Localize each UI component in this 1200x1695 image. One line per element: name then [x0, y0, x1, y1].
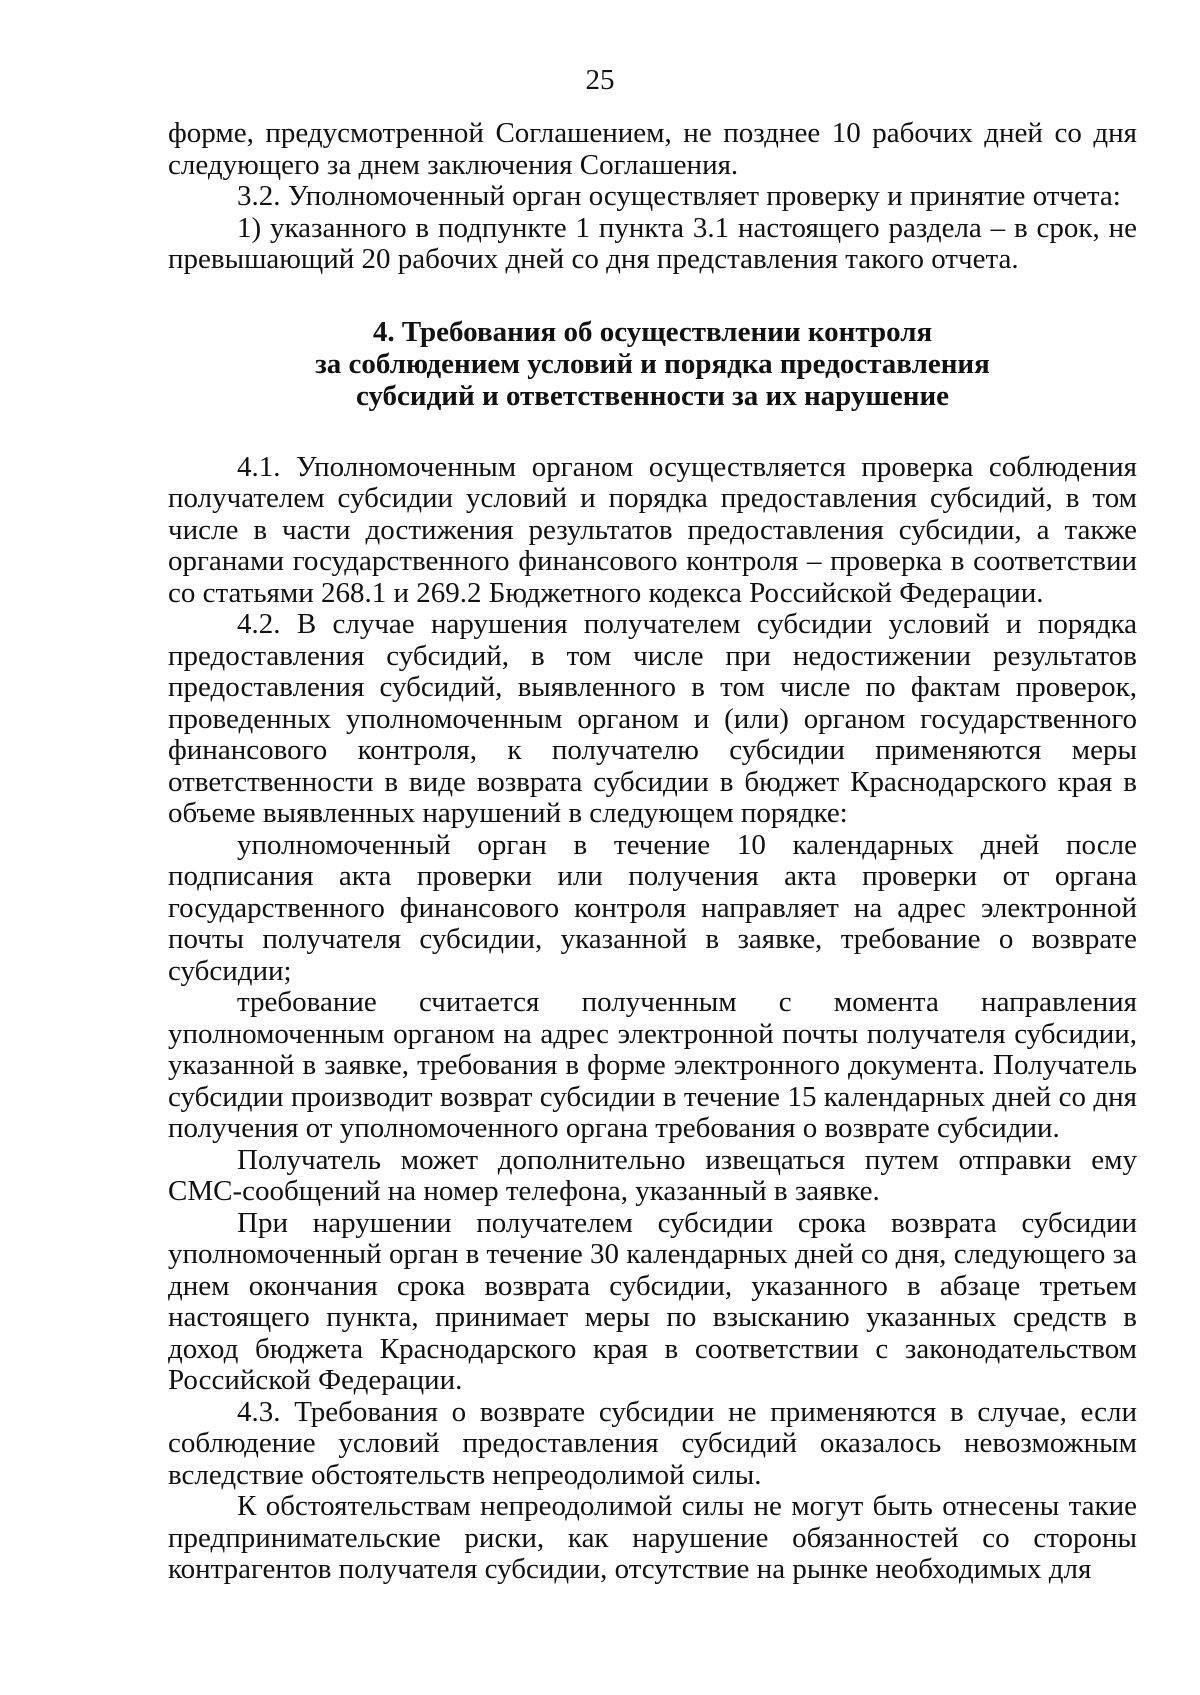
- heading-line: за соблюдением условий и порядка предоставления: [315, 347, 990, 380]
- paragraph-3-2-item-1: 1) указанного в подпункте 1 пункта 3.1 настоящего раздела – в срок, не превышающий 20 рабочих дней со дня представления такого отчета.: [168, 211, 1137, 275]
- heading-line: 4. Требования об осуществлении контроля: [372, 315, 933, 348]
- paragraph-continuation: форме, предусмотренной Соглашением, не позднее 10 рабочих дней со дня следующего за днем заключения Соглашения.: [168, 117, 1137, 181]
- document-body: [168, 118, 1137, 1586]
- paragraph-4-2: 4.2. В случае нарушения получателем субсидии условий и порядка предоставления субсидий, в том числе при недостижении результатов предоставления субсидий, выявленного в том числе по фактам проверок, проведенных уполномоченным органом и (или) органом государственного финансового контроля, к получателю субсидии применяются меры ответственности в виде возврата субсидии в бюджет Краснодарского края в объеме выявленных нарушений в следующем порядке:: [168, 608, 1137, 829]
- paragraph-4-2-step-receipt: требование считается полученным с момента направления уполномоченным органом на адрес электронной почты получателя субсидии, указанной в заявке, требования в форме электронного документа. Получатель субсидии производит возврат субсидии в течение 15 календарных дней со дня получения от уполномоченного органа требования о возврате субсидии.: [168, 986, 1137, 1144]
- section-heading-4: [168, 316, 1137, 412]
- paragraph-4-2-step-notice: уполномоченный орган в течение 10 календарных дней после подписания акта проверки или получения акта проверки от органа государственного финансового контроля направляет на адрес электронной почты получателя субсидии, указанной в заявке, требование о возврате субсидии;: [168, 828, 1137, 987]
- page-number: 25: [585, 64, 615, 96]
- paragraph-3-2: 3.2. Уполномоченный орган осуществляет проверку и принятие отчета:: [237, 180, 1121, 212]
- paragraph-4-3: 4.3. Требования о возврате субсидии не применяются в случае, если соблюдение условий предоставления субсидий оказалось невозможным вследствие обстоятельств непреодолимой силы.: [168, 1395, 1137, 1491]
- paragraph-4-1: 4.1. Уполномоченным органом осуществляется проверка соблюдения получателем субсидии условий и порядка предоставления субсидий, в том числе в части достижения результатов предоставления субсидии, а также органами государственного финансового контроля – проверка в соответствии со статьями 268.1 и 269.2 Бюджетного кодекса Российской Федерации.: [168, 450, 1137, 609]
- paragraph-4-2-enforcement: При нарушении получателем субсидии срока возврата субсидии уполномоченный орган в течение 30 календарных дней со дня, следующего за днем окончания срока возврата субсидии, указанного в абзаце третьем настоящего пункта, принимает меры по взысканию указанных средств в доход бюджета Краснодарского края в соответствии с законодательством Российской Федерации.: [168, 1206, 1137, 1396]
- paragraph-force-majeure: К обстоятельствам непреодолимой силы не могут быть отнесены такие предпринимательские риски, как нарушение обязанностей со стороны контрагентов получателя субсидии, отсутствие на рынке необходимых для: [168, 1490, 1137, 1585]
- heading-line: субсидий и ответственности за их нарушение: [355, 379, 950, 412]
- paragraph-4-2-sms: Получатель может дополнительно извещаться путем отправки ему СМС-сообщений на номер телефона, указанный в заявке.: [168, 1143, 1137, 1207]
